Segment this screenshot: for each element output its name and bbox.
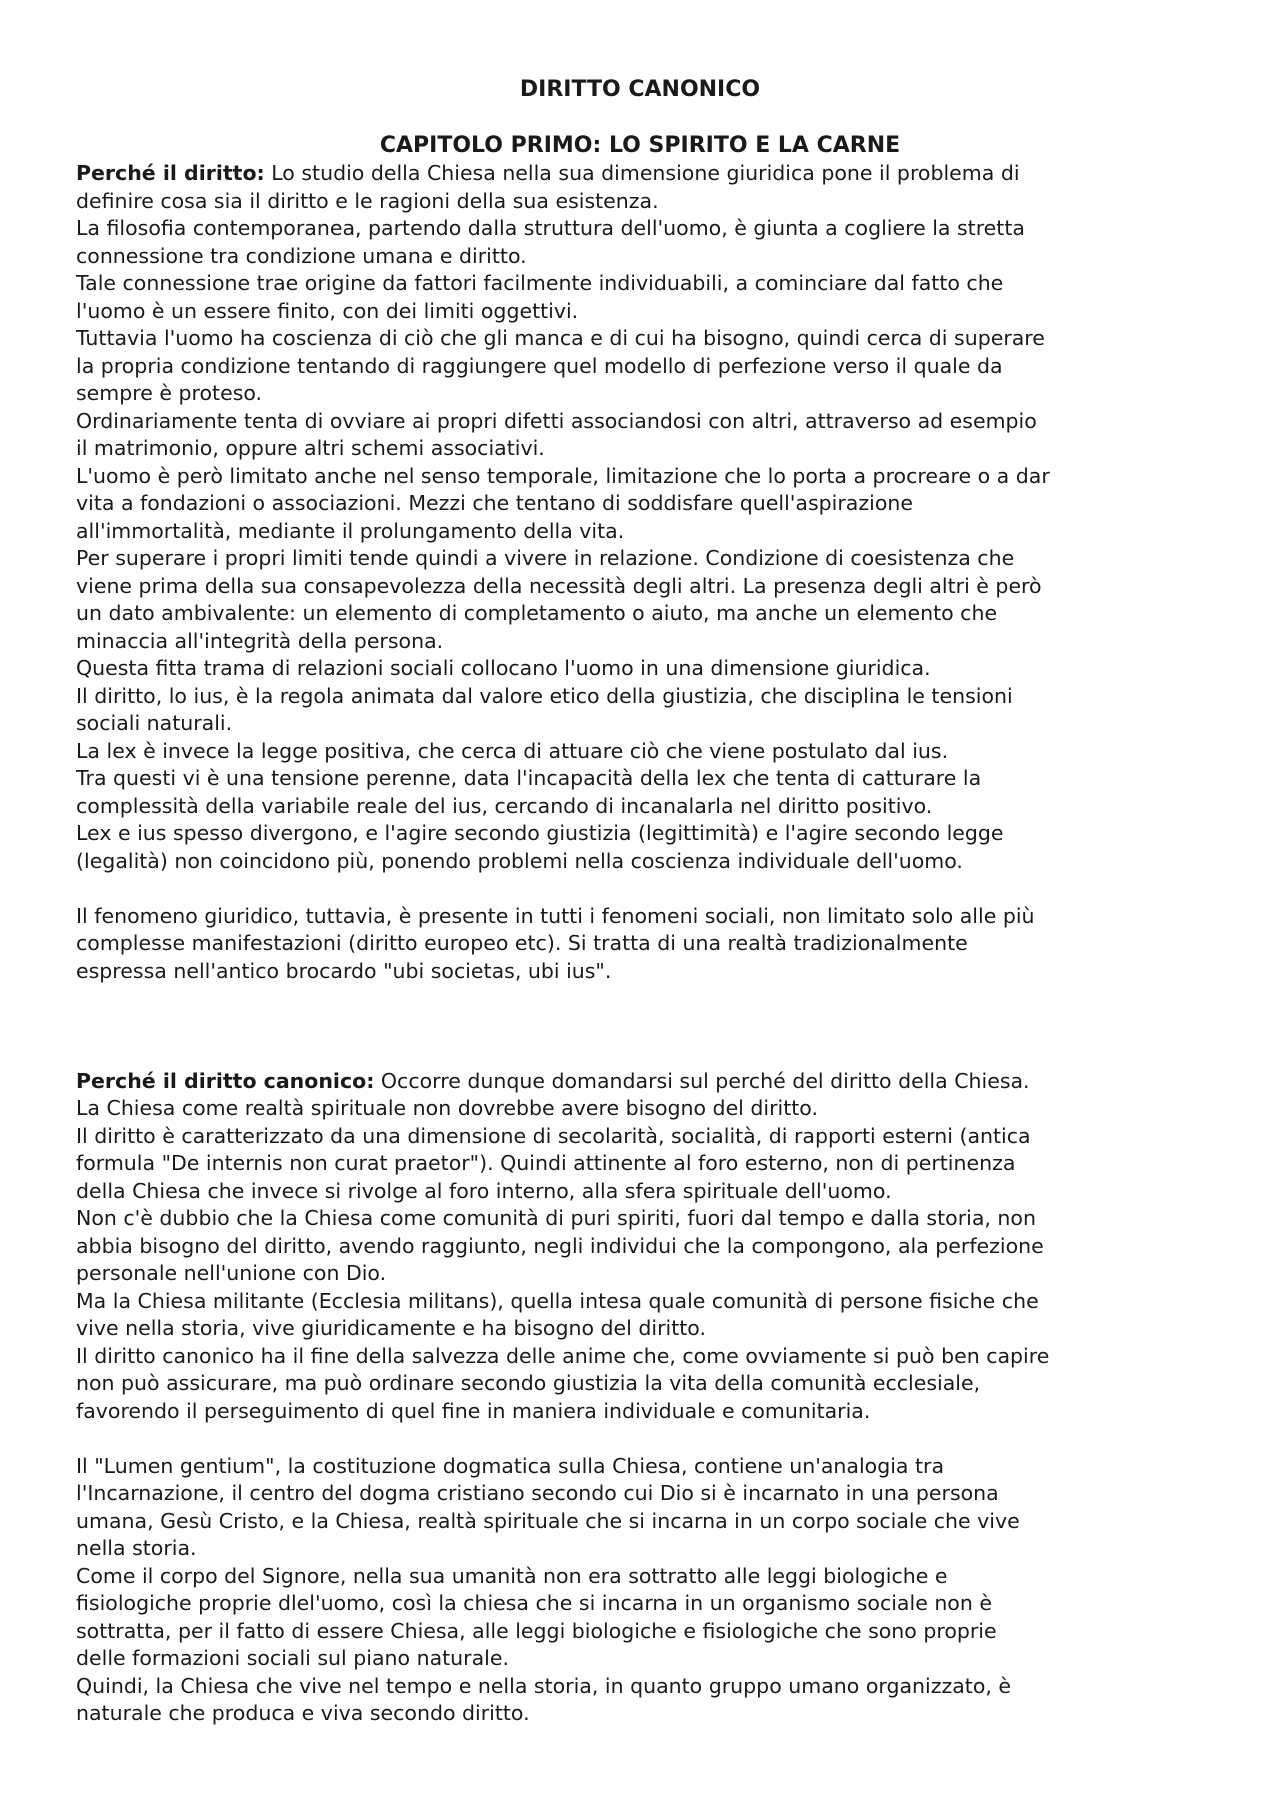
- document-body: [76, 160, 1216, 1728]
- document-title: DIRITTO CANONICO: [519, 77, 761, 102]
- blank-line: [76, 1013, 1216, 1041]
- text-line: Non c'è dubbio che la Chiesa come comunità di puri spiriti, fuori dal tempo e dalla storia, non: [76, 1206, 1036, 1230]
- text-line: la propria condizione tentando di raggiungere quel modello di perfezione verso il quale da: [76, 353, 1003, 378]
- blank-line: [76, 875, 1216, 903]
- text-line: fisiologiche proprie dlel'uomo, così la chiesa che si incarna in un organismo sociale non è: [76, 1591, 992, 1615]
- chapter-title: CAPITOLO PRIMO: LO SPIRITO E LA CARNE: [379, 133, 901, 158]
- text-line: vive nella storia, vive giuridicamente e ha bisogno del diritto.: [76, 1316, 706, 1340]
- text-line: Tale connessione trae origine da fattori facilmente individuabili, a cominciare dal fatto che: [76, 271, 1004, 295]
- text-line: della Chiesa che invece si rivolge al foro interno, alla sfera spirituale dell'uomo.: [76, 1178, 892, 1203]
- section-1-heading: Perché il diritto:: [76, 161, 265, 185]
- text-line: espressa nell'antico brocardo "ubi societas, ubi ius".: [76, 958, 612, 983]
- text-line: nella storia.: [76, 1536, 197, 1560]
- section-2-first-line-text: Occorre dunque domandarsi sul perché del diritto della Chiesa.: [374, 1068, 1030, 1093]
- text-line: complesse manifestazioni (diritto europeo etc). Si tratta di una realtà tradizionalmente: [76, 931, 968, 955]
- text-line: Ma la Chiesa militante (Ecclesia militans), quella intesa quale comunità di persone fisiche che: [76, 1288, 1039, 1313]
- text-line: personale nell'unione con Dio.: [76, 1261, 387, 1285]
- text-line: favorendo il perseguimento di quel fine in maniera individuale e comunitaria.: [76, 1398, 871, 1423]
- text-line: La lex è invece la legge positiva, che cerca di attuare ciò che viene postulato dal ius.: [76, 738, 949, 763]
- text-line: umana, Gesù Cristo, e la Chiesa, realtà spirituale che si incarna in un corpo sociale che vive: [76, 1508, 1020, 1533]
- text-line: l'Incarnazione, il centro del dogma cristiano secondo cui Dio si è incarnato in una persona: [76, 1481, 999, 1505]
- text-line: Per superare i propri limiti tende quindi a vivere in relazione. Condizione di coesistenza che: [76, 546, 1015, 570]
- text-line: Come il corpo del Signore, nella sua umanità non era sottratto alle leggi biologiche e: [76, 1563, 948, 1588]
- blank-line: [76, 985, 1216, 1013]
- text-line: (legalità) non coincidono più, ponendo problemi nella coscienza individuale dell'uomo.: [76, 848, 963, 873]
- text-line: La filosofia contemporanea, partendo dalla struttura dell'uomo, è giunta a cogliere la stretta: [76, 216, 1025, 240]
- text-line: Questa fitta trama di relazioni sociali collocano l'uomo in una dimensione giuridica.: [76, 656, 931, 680]
- text-line: vita a fondazioni o associazioni. Mezzi che tentano di soddisfare quell'aspirazione: [76, 491, 913, 515]
- text-line: l'uomo è un essere finito, con dei limiti oggettivi.: [76, 298, 579, 323]
- blank-line: [76, 1425, 1216, 1453]
- text-line: naturale che produca e viva secondo diritto.: [76, 1701, 530, 1725]
- text-line: viene prima della sua consapevolezza della necessità degli altri. La presenza degli altri è però: [76, 573, 1042, 598]
- text-line: Ordinariamente tenta di ovviare ai propri difetti associandosi con altri, attraverso ad esempio: [76, 408, 1037, 433]
- text-line: formula "De internis non curat praetor"). Quindi attinente al foro esterno, non di pertinenza: [76, 1151, 1016, 1175]
- text-line: Tra questi vi è una tensione perenne, data l'incapacità della lex che tenta di catturare la: [76, 766, 982, 790]
- text-line: connessione tra condizione umana e diritto.: [76, 243, 527, 268]
- text-line: abbia bisogno del diritto, avendo raggiunto, negli individui che la compongono, ala perfezione: [76, 1233, 1044, 1258]
- text-line: complessità della variabile reale del ius, cercando di incanalarla nel diritto positivo.: [76, 793, 933, 818]
- section-1-first-line: [76, 160, 1216, 188]
- text-line: Il diritto, lo ius, è la regola animata dal valore etico della giustizia, che disciplina le tensioni: [76, 683, 1013, 708]
- section-1-first-line-text: Lo studio della Chiesa nella sua dimensione giuridica pone il problema di: [264, 161, 1020, 185]
- text-line: Quindi, la Chiesa che vive nel tempo e nella storia, in quanto gruppo umano organizzato, è: [76, 1673, 1012, 1698]
- text-line: La Chiesa come realtà spirituale non dovrebbe avere bisogno del diritto.: [76, 1096, 819, 1120]
- text-line: L'uomo è però limitato anche nel senso temporale, limitazione che lo porta a procreare o a dar: [76, 463, 1050, 488]
- blank-line: [76, 1040, 1216, 1068]
- text-line: all'immortalità, mediante il prolungamento della vita.: [76, 518, 625, 543]
- text-line: Il fenomeno giuridico, tuttavia, è presente in tutti i fenomeni sociali, non limitato solo alle più: [76, 903, 1035, 928]
- section-2-heading: Perché il diritto canonico:: [76, 1068, 375, 1093]
- text-line: Il "Lumen gentium", la costituzione dogmatica sulla Chiesa, contiene un'analogia tra: [76, 1453, 945, 1478]
- text-line: Il diritto è caratterizzato da una dimensione di secolarità, socialità, di rapporti esterni (antica: [76, 1123, 1031, 1148]
- text-line: sempre è proteso.: [76, 381, 263, 405]
- text-line: Lex e ius spesso divergono, e l'agire secondo giustizia (legittimità) e l'agire secondo legge: [76, 821, 1004, 845]
- text-line: non può assicurare, ma può ordinare secondo giustizia la vita della comunità ecclesiale,: [76, 1371, 981, 1395]
- section-2-first-line: [76, 1068, 1216, 1096]
- text-line: Il diritto canonico ha il fine della salvezza delle anime che, come ovviamente si può ben capire: [76, 1343, 1050, 1368]
- text-line: Tuttavia l'uomo ha coscienza di ciò che gli manca e di cui ha bisogno, quindi cerca di superare: [76, 326, 1045, 350]
- text-line: sociali naturali.: [76, 711, 233, 735]
- text-line: minaccia all'integrità della persona.: [76, 628, 444, 653]
- text-line: delle formazioni sociali sul piano naturale.: [76, 1646, 509, 1670]
- text-line: un dato ambivalente: un elemento di completamento o aiuto, ma anche un elemento che: [76, 601, 998, 625]
- text-line: definire cosa sia il diritto e le ragioni della sua esistenza.: [76, 188, 659, 213]
- text-line: sottratta, per il fatto di essere Chiesa, alle leggi biologiche e fisiologiche che sono proprie: [76, 1618, 997, 1643]
- text-line: il matrimonio, oppure altri schemi associativi.: [76, 436, 545, 460]
